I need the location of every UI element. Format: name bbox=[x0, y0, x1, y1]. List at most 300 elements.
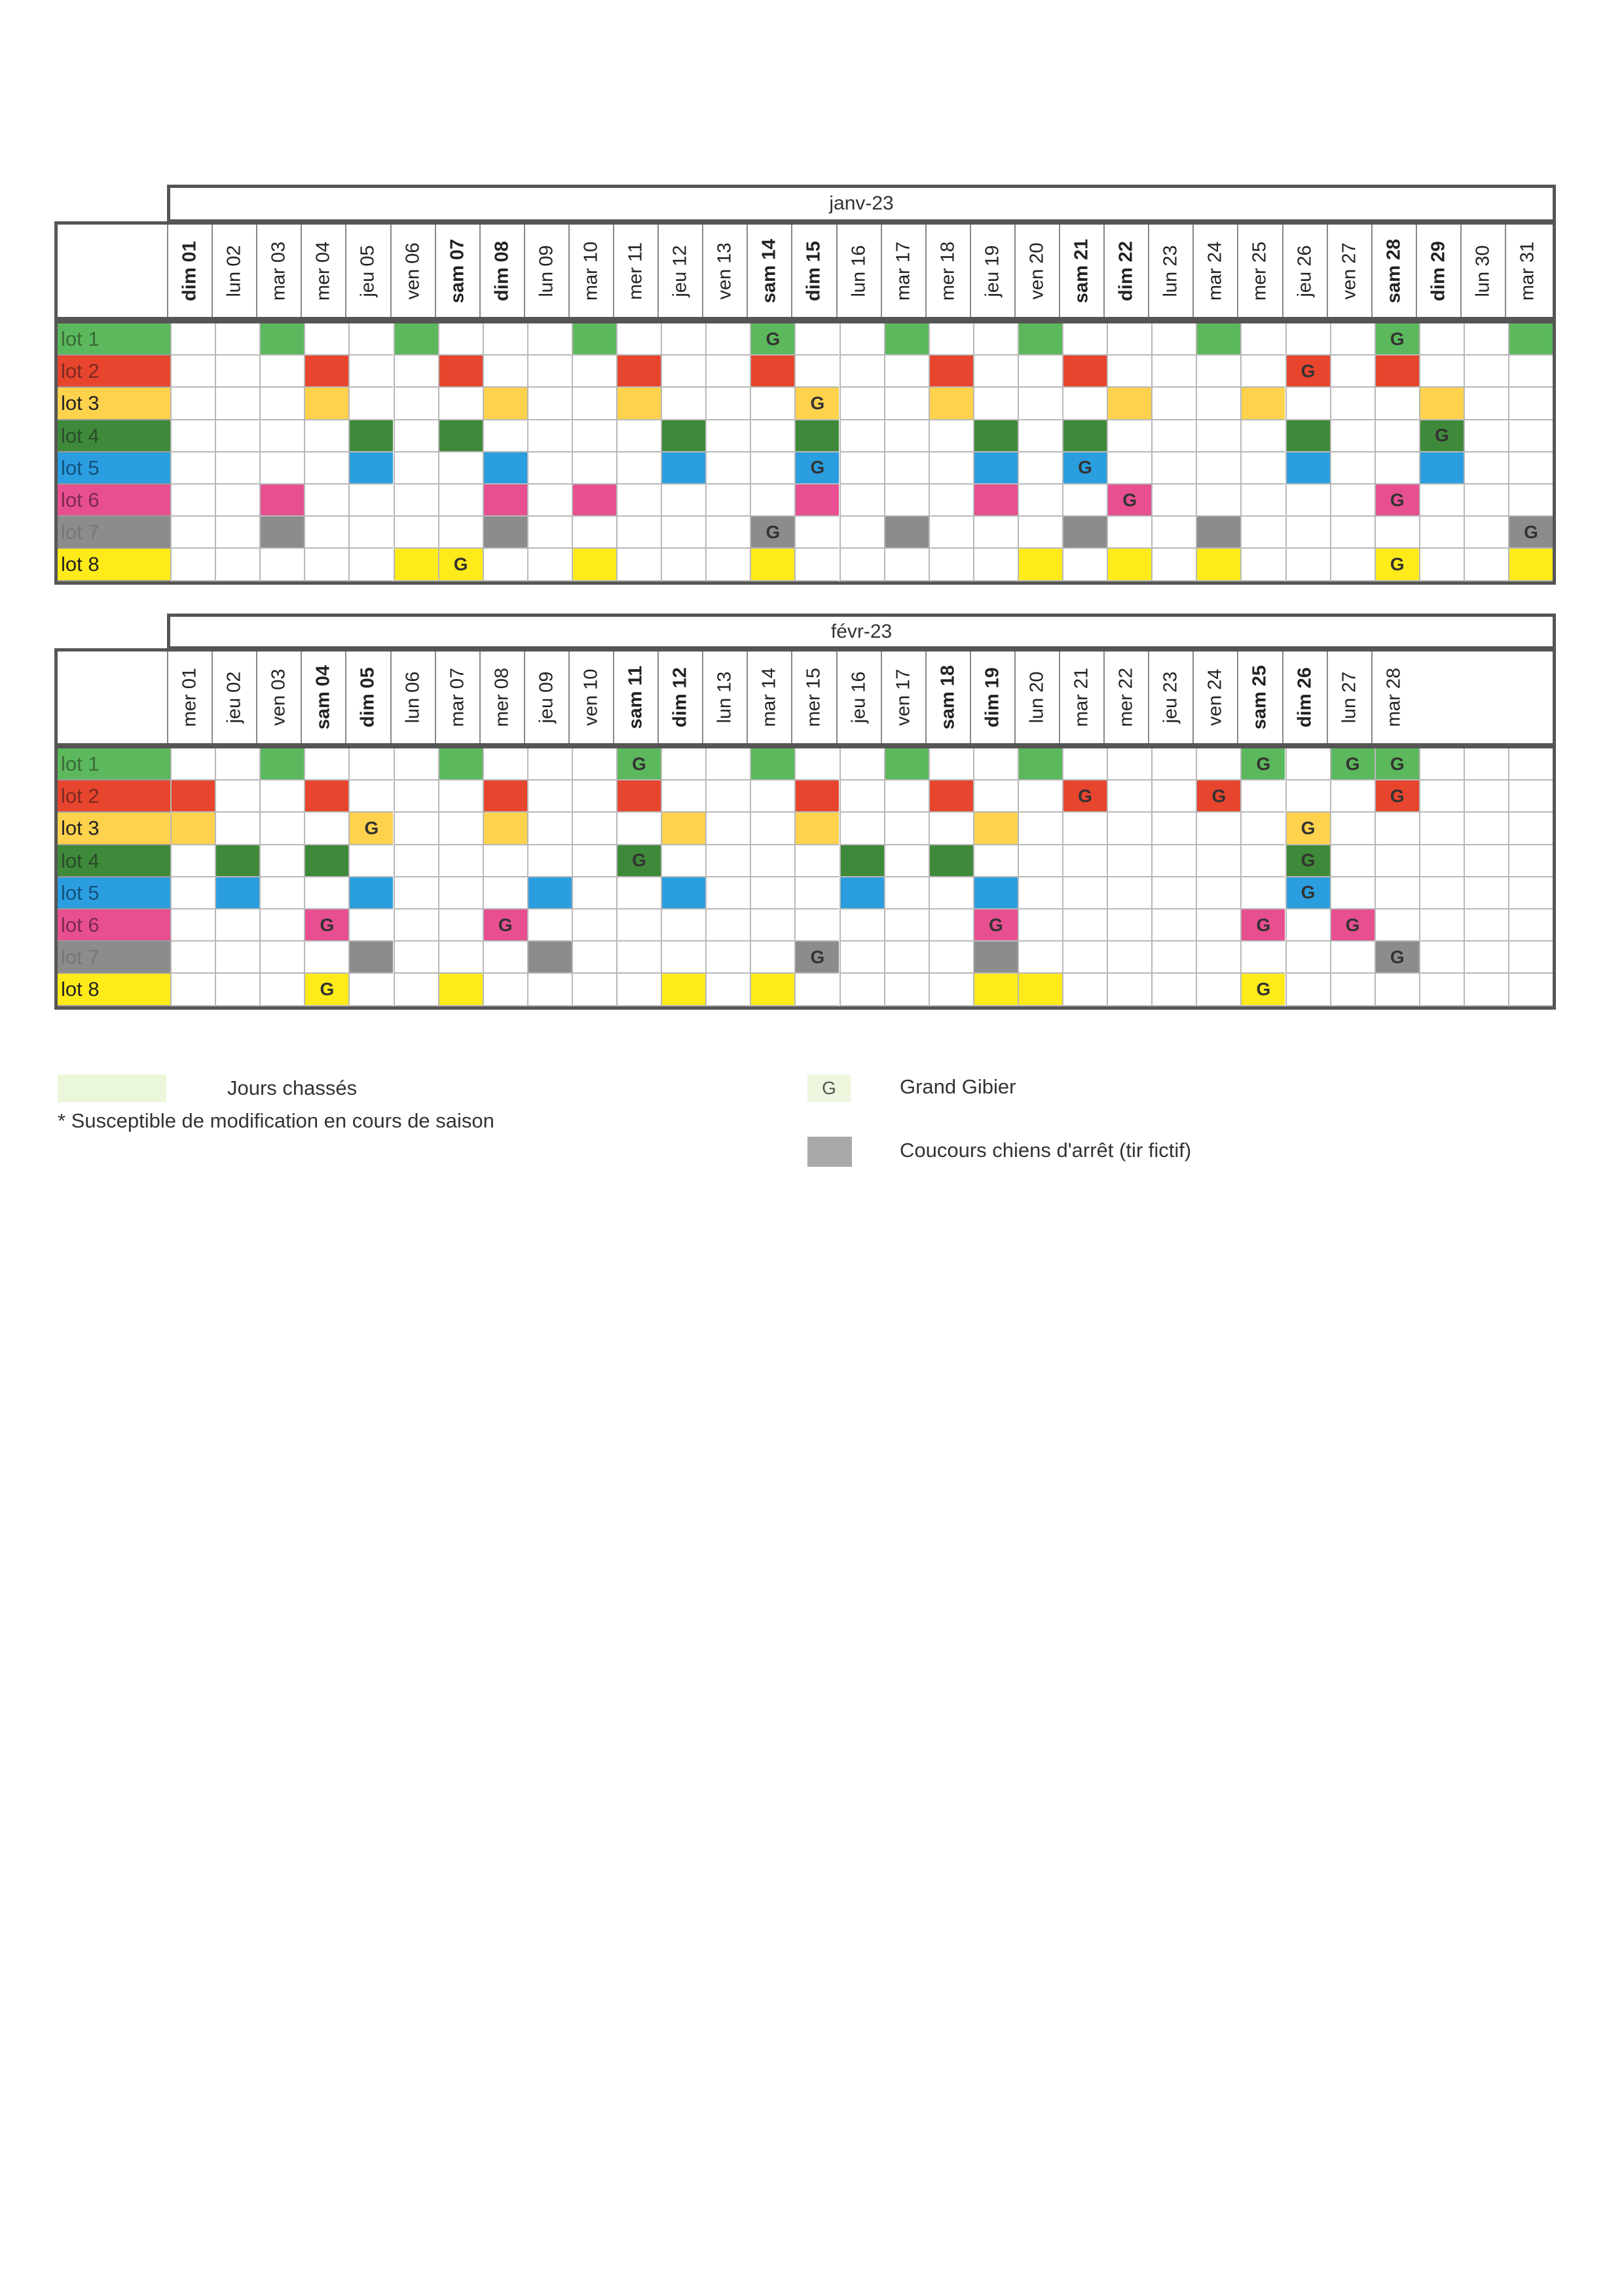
day-cell bbox=[215, 748, 259, 780]
day-cell bbox=[394, 845, 438, 877]
day-cell bbox=[884, 356, 929, 388]
day-cell bbox=[572, 974, 616, 1006]
hunted-day-cell bbox=[1419, 388, 1464, 420]
day-header bbox=[256, 652, 301, 743]
big-game-day-cell: G bbox=[616, 845, 661, 877]
hunted-day-cell bbox=[259, 323, 304, 356]
day-cell bbox=[840, 420, 884, 452]
big-game-day-cell: G bbox=[973, 909, 1018, 942]
day-header-label: sam 18 bbox=[937, 665, 959, 730]
day-cell bbox=[1151, 909, 1196, 942]
day-cell bbox=[884, 877, 929, 909]
day-header-label: mer 15 bbox=[803, 667, 824, 727]
day-cell bbox=[1464, 942, 1508, 974]
day-header bbox=[1327, 225, 1371, 317]
day-cell bbox=[884, 388, 929, 420]
day-cell bbox=[840, 388, 884, 420]
day-cell bbox=[884, 780, 929, 813]
day-cell bbox=[394, 748, 438, 780]
day-cell bbox=[705, 549, 750, 581]
day-header bbox=[1103, 225, 1148, 317]
day-cell bbox=[705, 388, 750, 420]
day-header bbox=[1282, 652, 1327, 743]
day-cell bbox=[215, 942, 259, 974]
big-game-day-cell: G bbox=[1285, 813, 1330, 845]
big-game-day-cell: G bbox=[1240, 974, 1285, 1006]
day-header-label: sam 11 bbox=[625, 665, 646, 729]
day-header-label: jeu 19 bbox=[982, 244, 1003, 297]
day-header bbox=[791, 652, 836, 743]
day-cell bbox=[616, 517, 661, 549]
day-cell bbox=[170, 356, 215, 388]
day-cell bbox=[170, 388, 215, 420]
day-header bbox=[657, 225, 702, 317]
day-header bbox=[345, 225, 390, 317]
lot-label: lot 1 bbox=[58, 748, 170, 780]
big-game-day-cell: G bbox=[304, 974, 348, 1006]
hunted-day-cell bbox=[1508, 549, 1553, 581]
day-cell bbox=[1018, 356, 1062, 388]
day-cell bbox=[1151, 549, 1196, 581]
day-header bbox=[479, 652, 524, 743]
hunted-day-cell bbox=[1240, 388, 1285, 420]
day-header bbox=[613, 652, 657, 743]
day-cell bbox=[1018, 517, 1062, 549]
day-cell bbox=[750, 485, 794, 517]
day-cell bbox=[1508, 780, 1553, 813]
day-cell bbox=[304, 942, 348, 974]
hunted-day-cell bbox=[794, 485, 839, 517]
day-cell bbox=[750, 909, 794, 942]
day-cell bbox=[1240, 813, 1285, 845]
day-cell bbox=[929, 748, 973, 780]
day-cell bbox=[616, 877, 661, 909]
day-cell bbox=[1062, 942, 1107, 974]
day-cell bbox=[304, 813, 348, 845]
day-header-label: sam 25 bbox=[1249, 665, 1270, 730]
hunted-day-cell bbox=[1107, 388, 1151, 420]
day-cell bbox=[1240, 845, 1285, 877]
day-header bbox=[301, 652, 345, 743]
day-cell bbox=[929, 420, 973, 452]
day-cell bbox=[750, 420, 794, 452]
hunted-day-cell bbox=[973, 452, 1018, 485]
day-cell bbox=[1464, 748, 1508, 780]
day-cell bbox=[1018, 485, 1062, 517]
day-cell bbox=[840, 813, 884, 845]
day-cell bbox=[1107, 909, 1151, 942]
day-cell bbox=[1240, 877, 1285, 909]
hunted-day-cell bbox=[348, 877, 393, 909]
day-cell bbox=[1508, 974, 1553, 1006]
hunted-day-cell bbox=[348, 452, 393, 485]
day-cell bbox=[394, 452, 438, 485]
hunted-day-cell bbox=[483, 780, 527, 813]
day-header-label: dim 15 bbox=[803, 240, 824, 301]
day-header bbox=[568, 652, 613, 743]
hunted-day-cell bbox=[794, 813, 839, 845]
day-cell bbox=[794, 909, 839, 942]
day-cell bbox=[215, 356, 259, 388]
hunted-day-cell bbox=[661, 974, 705, 1006]
day-header bbox=[212, 225, 256, 317]
hunted-day-cell bbox=[616, 388, 661, 420]
day-cell bbox=[661, 388, 705, 420]
day-cell bbox=[170, 974, 215, 1006]
day-cell bbox=[1018, 388, 1062, 420]
day-cell bbox=[259, 388, 304, 420]
day-cell bbox=[572, 517, 616, 549]
day-cell bbox=[483, 974, 527, 1006]
day-cell bbox=[705, 909, 750, 942]
hunted-day-cell bbox=[973, 974, 1018, 1006]
day-header-label: ven 13 bbox=[714, 242, 735, 300]
big-game-day-cell: G bbox=[794, 452, 839, 485]
day-header bbox=[1371, 225, 1416, 317]
day-cell bbox=[483, 942, 527, 974]
hunted-day-cell bbox=[840, 877, 884, 909]
hunted-day-cell bbox=[973, 942, 1018, 974]
day-cell bbox=[1285, 780, 1330, 813]
day-cell bbox=[840, 974, 884, 1006]
day-header bbox=[1282, 225, 1327, 317]
day-cell bbox=[527, 909, 572, 942]
day-cell bbox=[1062, 845, 1107, 877]
big-game-day-cell: G bbox=[1375, 748, 1419, 780]
day-cell bbox=[884, 813, 929, 845]
day-cell bbox=[394, 974, 438, 1006]
day-header-label: mer 04 bbox=[312, 241, 334, 301]
day-cell bbox=[1330, 877, 1375, 909]
legend-dog-label: Coucours chiens d'arrêt (tir fictif) bbox=[900, 1139, 1192, 1162]
header-corner bbox=[54, 648, 170, 746]
day-cell bbox=[170, 845, 215, 877]
day-cell bbox=[1464, 517, 1508, 549]
big-game-day-cell: G bbox=[794, 388, 839, 420]
hunted-day-cell bbox=[750, 974, 794, 1006]
lot-label: lot 7 bbox=[58, 517, 170, 549]
day-cell bbox=[1240, 420, 1285, 452]
day-cell bbox=[840, 452, 884, 485]
day-cell bbox=[259, 845, 304, 877]
day-cell bbox=[1464, 813, 1508, 845]
day-cell bbox=[1330, 974, 1375, 1006]
lot-row bbox=[58, 485, 1553, 517]
day-cell bbox=[884, 909, 929, 942]
header-corner bbox=[54, 221, 170, 320]
big-game-day-cell: G bbox=[1375, 323, 1419, 356]
day-cell bbox=[1196, 877, 1240, 909]
lot-row bbox=[58, 323, 1553, 356]
hunted-day-cell bbox=[1018, 549, 1062, 581]
big-game-day-cell: G bbox=[750, 517, 794, 549]
day-cell bbox=[1151, 877, 1196, 909]
day-cell bbox=[1285, 549, 1330, 581]
day-cell bbox=[1464, 845, 1508, 877]
day-header-label: dim 08 bbox=[491, 240, 513, 301]
day-cell bbox=[1151, 420, 1196, 452]
legend-g-swatch bbox=[807, 1074, 851, 1102]
day-cell bbox=[1107, 974, 1151, 1006]
day-cell bbox=[170, 452, 215, 485]
lot-label: lot 6 bbox=[58, 909, 170, 942]
big-game-day-cell: G bbox=[438, 549, 483, 581]
day-cell bbox=[1508, 388, 1553, 420]
lot-label: lot 5 bbox=[58, 452, 170, 485]
day-cell bbox=[572, 356, 616, 388]
day-header bbox=[1327, 652, 1371, 743]
day-cell bbox=[572, 877, 616, 909]
day-cell bbox=[259, 356, 304, 388]
day-cell bbox=[1375, 974, 1419, 1006]
day-header bbox=[1148, 652, 1192, 743]
day-cell bbox=[705, 517, 750, 549]
day-header-label: mer 11 bbox=[625, 242, 646, 300]
day-cell bbox=[1062, 974, 1107, 1006]
day-header bbox=[524, 652, 568, 743]
hunted-day-cell bbox=[1285, 420, 1330, 452]
day-cell bbox=[705, 845, 750, 877]
day-cell bbox=[1330, 323, 1375, 356]
day-cell bbox=[840, 517, 884, 549]
hunted-day-cell bbox=[973, 877, 1018, 909]
day-cell bbox=[1375, 909, 1419, 942]
day-cell bbox=[348, 909, 393, 942]
day-cell bbox=[259, 942, 304, 974]
day-header-label: mar 21 bbox=[1071, 667, 1092, 727]
legend-note: * Susceptible de modification en cours de saison bbox=[58, 1109, 494, 1132]
day-header-label: mar 10 bbox=[580, 241, 602, 301]
day-header-label: jeu 26 bbox=[1294, 244, 1316, 297]
day-cell bbox=[840, 485, 884, 517]
day-cell bbox=[884, 420, 929, 452]
day-cell bbox=[527, 420, 572, 452]
day-cell bbox=[1062, 813, 1107, 845]
legend-g-symbol: G bbox=[822, 1078, 836, 1098]
day-header-label: ven 03 bbox=[268, 669, 289, 726]
day-cell bbox=[215, 517, 259, 549]
hunted-day-cell bbox=[929, 356, 973, 388]
day-cell bbox=[1240, 356, 1285, 388]
month-title: janv-23 bbox=[167, 185, 1556, 223]
day-header-label: mar 31 bbox=[1517, 241, 1538, 301]
day-header-label: sam 07 bbox=[447, 238, 468, 303]
big-game-day-cell: G bbox=[1375, 942, 1419, 974]
hunted-day-cell bbox=[483, 813, 527, 845]
day-cell bbox=[661, 549, 705, 581]
day-cell bbox=[1018, 452, 1062, 485]
day-cell bbox=[1419, 549, 1464, 581]
day-cell bbox=[438, 909, 483, 942]
day-cell bbox=[1285, 909, 1330, 942]
day-cell bbox=[572, 420, 616, 452]
day-cell bbox=[705, 420, 750, 452]
day-cell bbox=[1240, 485, 1285, 517]
day-cell bbox=[929, 813, 973, 845]
big-game-day-cell: G bbox=[750, 323, 794, 356]
day-header bbox=[524, 225, 568, 317]
day-header bbox=[1103, 652, 1148, 743]
big-game-day-cell: G bbox=[1107, 485, 1151, 517]
lot-row bbox=[58, 388, 1553, 420]
day-cell bbox=[973, 356, 1018, 388]
hunted-day-cell bbox=[661, 420, 705, 452]
day-header bbox=[925, 225, 970, 317]
day-cell bbox=[527, 452, 572, 485]
hunted-day-cell bbox=[929, 845, 973, 877]
day-cell bbox=[616, 942, 661, 974]
day-cell bbox=[394, 877, 438, 909]
day-cell bbox=[661, 780, 705, 813]
hunted-day-cell bbox=[1508, 323, 1553, 356]
day-header-label: dim 19 bbox=[982, 667, 1003, 727]
day-cell bbox=[929, 452, 973, 485]
day-cell bbox=[1419, 323, 1464, 356]
day-cell bbox=[438, 877, 483, 909]
day-cell bbox=[572, 780, 616, 813]
big-game-day-cell: G bbox=[1062, 780, 1107, 813]
day-header-label: dim 05 bbox=[357, 667, 378, 727]
day-header bbox=[1059, 225, 1103, 317]
hunted-day-cell bbox=[884, 323, 929, 356]
day-cell bbox=[1196, 420, 1240, 452]
day-cell bbox=[840, 780, 884, 813]
day-cell bbox=[259, 877, 304, 909]
day-header-label: dim 22 bbox=[1115, 240, 1137, 301]
day-cell bbox=[840, 549, 884, 581]
day-cell bbox=[1330, 942, 1375, 974]
day-cell bbox=[750, 452, 794, 485]
day-cell bbox=[1107, 942, 1151, 974]
day-cell bbox=[1464, 356, 1508, 388]
day-cell bbox=[884, 942, 929, 974]
day-cell bbox=[572, 909, 616, 942]
day-cell bbox=[705, 323, 750, 356]
hunted-day-cell bbox=[394, 549, 438, 581]
day-cell bbox=[1375, 517, 1419, 549]
day-cell bbox=[929, 909, 973, 942]
day-cell bbox=[929, 323, 973, 356]
day-cell bbox=[884, 485, 929, 517]
lot-label: lot 1 bbox=[58, 323, 170, 356]
month-title: févr-23 bbox=[167, 614, 1556, 650]
day-header-label: lun 30 bbox=[1472, 244, 1494, 297]
day-cell bbox=[1419, 485, 1464, 517]
day-cell bbox=[1419, 748, 1464, 780]
day-cell bbox=[750, 780, 794, 813]
day-cell bbox=[394, 388, 438, 420]
hunted-day-cell bbox=[170, 780, 215, 813]
day-cell bbox=[616, 549, 661, 581]
hunted-day-cell bbox=[661, 452, 705, 485]
day-header bbox=[702, 225, 747, 317]
day-cell bbox=[661, 485, 705, 517]
lot-label: lot 3 bbox=[58, 813, 170, 845]
day-cell bbox=[1464, 388, 1508, 420]
day-cell bbox=[572, 452, 616, 485]
day-cell bbox=[394, 517, 438, 549]
big-game-day-cell: G bbox=[1330, 909, 1375, 942]
day-cell bbox=[304, 485, 348, 517]
day-cell bbox=[884, 549, 929, 581]
day-cell bbox=[750, 877, 794, 909]
day-cell bbox=[1508, 485, 1553, 517]
day-header bbox=[435, 225, 479, 317]
day-header-label: lun 27 bbox=[1338, 671, 1360, 724]
day-cell bbox=[661, 748, 705, 780]
day-cell bbox=[1107, 780, 1151, 813]
day-cell bbox=[1508, 942, 1553, 974]
day-cell bbox=[348, 323, 393, 356]
day-cell bbox=[1018, 909, 1062, 942]
day-cell bbox=[394, 356, 438, 388]
day-header-label: ven 06 bbox=[402, 242, 424, 300]
day-cell bbox=[616, 813, 661, 845]
day-cell bbox=[1151, 388, 1196, 420]
hunted-day-cell bbox=[973, 485, 1018, 517]
day-cell bbox=[750, 845, 794, 877]
lot-row bbox=[58, 780, 1553, 813]
day-cell bbox=[1330, 780, 1375, 813]
day-cell bbox=[1508, 356, 1553, 388]
day-cell bbox=[1240, 323, 1285, 356]
lot-row bbox=[58, 549, 1553, 581]
day-cell bbox=[348, 517, 393, 549]
day-cell bbox=[705, 877, 750, 909]
day-cell bbox=[794, 974, 839, 1006]
day-cell bbox=[794, 748, 839, 780]
day-cell bbox=[438, 813, 483, 845]
hunted-day-cell bbox=[259, 748, 304, 780]
day-header bbox=[167, 225, 212, 317]
day-cell bbox=[483, 748, 527, 780]
hunted-day-cell bbox=[304, 780, 348, 813]
day-cell bbox=[394, 909, 438, 942]
hunted-day-cell bbox=[929, 388, 973, 420]
hunted-day-cell bbox=[794, 780, 839, 813]
day-header-label: sam 21 bbox=[1071, 238, 1092, 303]
legend-dog-swatch bbox=[807, 1137, 852, 1167]
hunted-day-cell bbox=[170, 813, 215, 845]
day-cell bbox=[527, 780, 572, 813]
day-cell bbox=[1375, 388, 1419, 420]
hunted-day-cell bbox=[1018, 748, 1062, 780]
day-cell bbox=[304, 452, 348, 485]
day-header-label: dim 29 bbox=[1428, 240, 1449, 301]
day-cell bbox=[438, 780, 483, 813]
day-header bbox=[1148, 225, 1192, 317]
hunted-day-cell bbox=[304, 388, 348, 420]
day-cell bbox=[215, 323, 259, 356]
hunted-day-cell bbox=[1018, 323, 1062, 356]
day-header bbox=[1371, 652, 1416, 743]
day-header-row bbox=[167, 648, 1556, 746]
day-cell bbox=[215, 909, 259, 942]
day-header-label: sam 04 bbox=[312, 665, 334, 730]
day-cell bbox=[705, 748, 750, 780]
day-cell bbox=[616, 485, 661, 517]
day-header bbox=[747, 225, 791, 317]
lot-row bbox=[58, 877, 1553, 909]
day-header bbox=[747, 652, 791, 743]
day-cell bbox=[1062, 549, 1107, 581]
day-cell bbox=[1107, 452, 1151, 485]
lot-label: lot 8 bbox=[58, 549, 170, 581]
day-cell bbox=[1151, 974, 1196, 1006]
lot-label: lot 5 bbox=[58, 877, 170, 909]
day-header bbox=[925, 652, 970, 743]
day-header-label: lun 20 bbox=[1026, 671, 1048, 724]
